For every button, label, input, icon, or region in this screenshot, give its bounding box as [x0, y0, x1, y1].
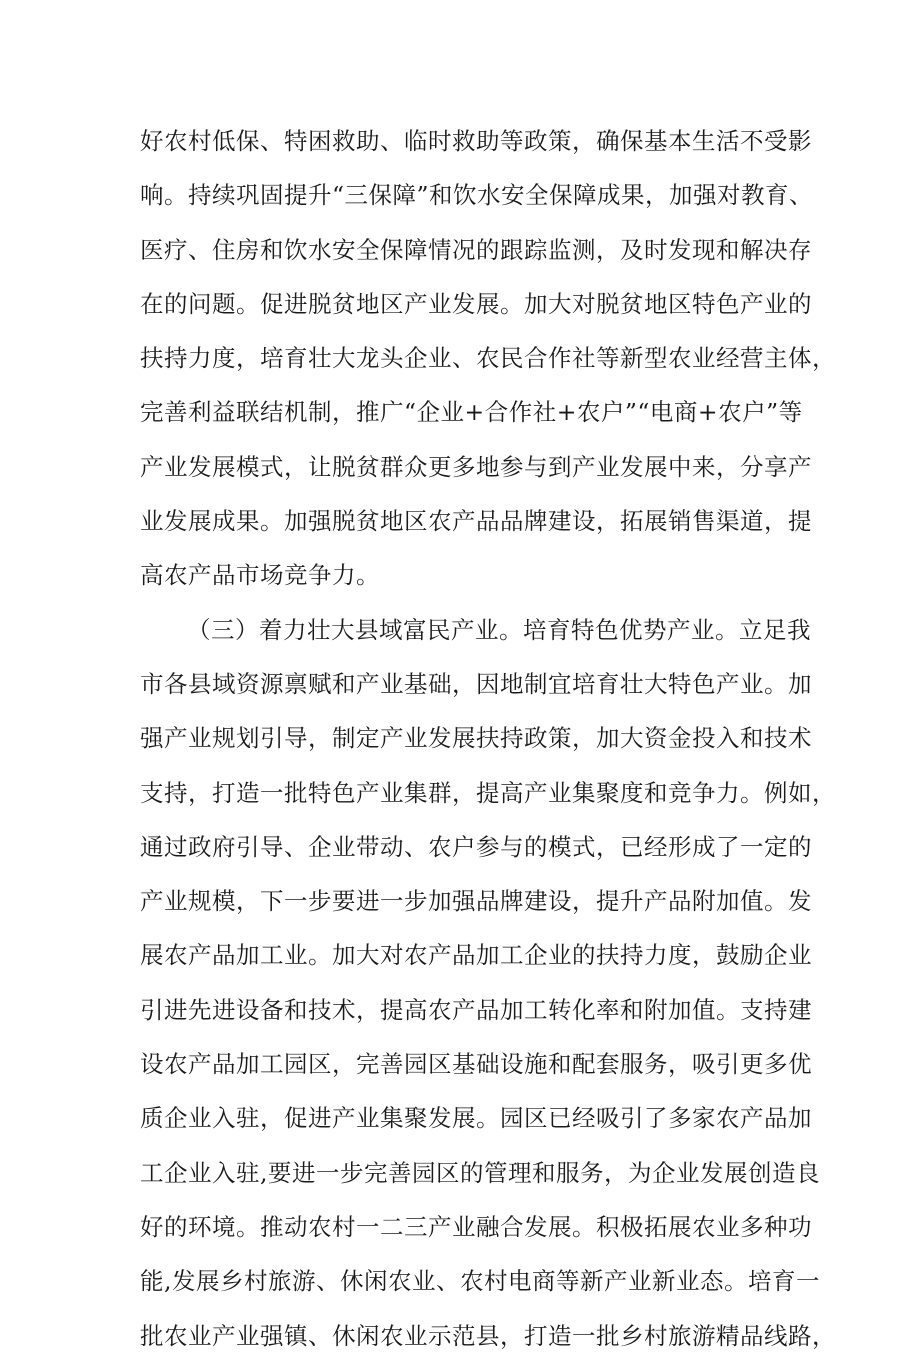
text-line: 医疗、住房和饮水安全保障情况的跟踪监测，及时发现和解决存 — [140, 235, 812, 264]
body-text — [140, 114, 836, 1363]
text-line: 业发展成果。加强脱贫地区农产品品牌建设，拓展销售渠道，提 — [140, 507, 812, 536]
text-line: 市各县域资源禀赋和产业基础，因地制宜培育壮大特色产业。加 — [140, 669, 812, 698]
text-line: 能,发展乡村旅游、休闲农业、农村电商等新产业新业态。培育一 — [140, 1267, 820, 1296]
section-heading-line: （三）着力壮大县域富民产业。培育特色优势产业。立足我 — [187, 615, 811, 644]
text-line: 工企业入驻,要进一步完善园区的管理和服务，为企业发展创造良 — [140, 1158, 820, 1187]
text-line: 支持，打造一批特色产业集群，提高产业集聚度和竞争力。例如， — [140, 778, 836, 807]
text-line: 好农村低保、特困救助、临时救助等政策，确保基本生活不受影 — [140, 127, 812, 155]
text-line: 产业发展模式，让脱贫群众更多地参与到产业发展中来，分享产 — [140, 452, 812, 481]
text-line: 完善利益联结机制，推广“企业+合作社+农户”“电商+农户”等 — [140, 398, 803, 427]
text-line: 好的环境。推动农村一二三产业融合发展。积极拓展农业多种功 — [140, 1212, 812, 1241]
text-line: 产业规模，下一步要进一步加强品牌建设，提升产品附加值。发 — [140, 887, 812, 916]
text-line: 扶持力度，培育壮大龙头企业、农民合作社等新型农业经营主体， — [140, 344, 836, 373]
text-line: 高农产品市场竞争力。 — [140, 561, 380, 590]
text-line: 质企业入驻，促进产业集聚发展。园区已经吸引了多家农产品加 — [140, 1104, 812, 1133]
text-line: 在的问题。促进脱贫地区产业发展。加大对脱贫地区特色产业的 — [140, 289, 812, 318]
text-line: 通过政府引导、企业带动、农户参与的模式，已经形成了一定的 — [140, 832, 812, 861]
text-line: 响。持续巩固提升“三保障”和饮水安全保障成果，加强对教育、 — [140, 181, 814, 210]
text-line: 展农产品加工业。加大对农产品加工企业的扶持力度，鼓励企业 — [140, 941, 812, 970]
text-line: 引进先进设备和技术，提高农产品加工转化率和附加值。支持建 — [140, 995, 812, 1024]
text-line: 批农业产业强镇、休闲农业示范县，打造一批乡村旅游精品线路， — [140, 1321, 836, 1350]
text-line: 强产业规划引导，制定产业发展扶持政策，加大资金投入和技术 — [140, 724, 812, 753]
text-line: 设农产品加工园区，完善园区基础设施和配套服务，吸引更多优 — [140, 1050, 812, 1079]
